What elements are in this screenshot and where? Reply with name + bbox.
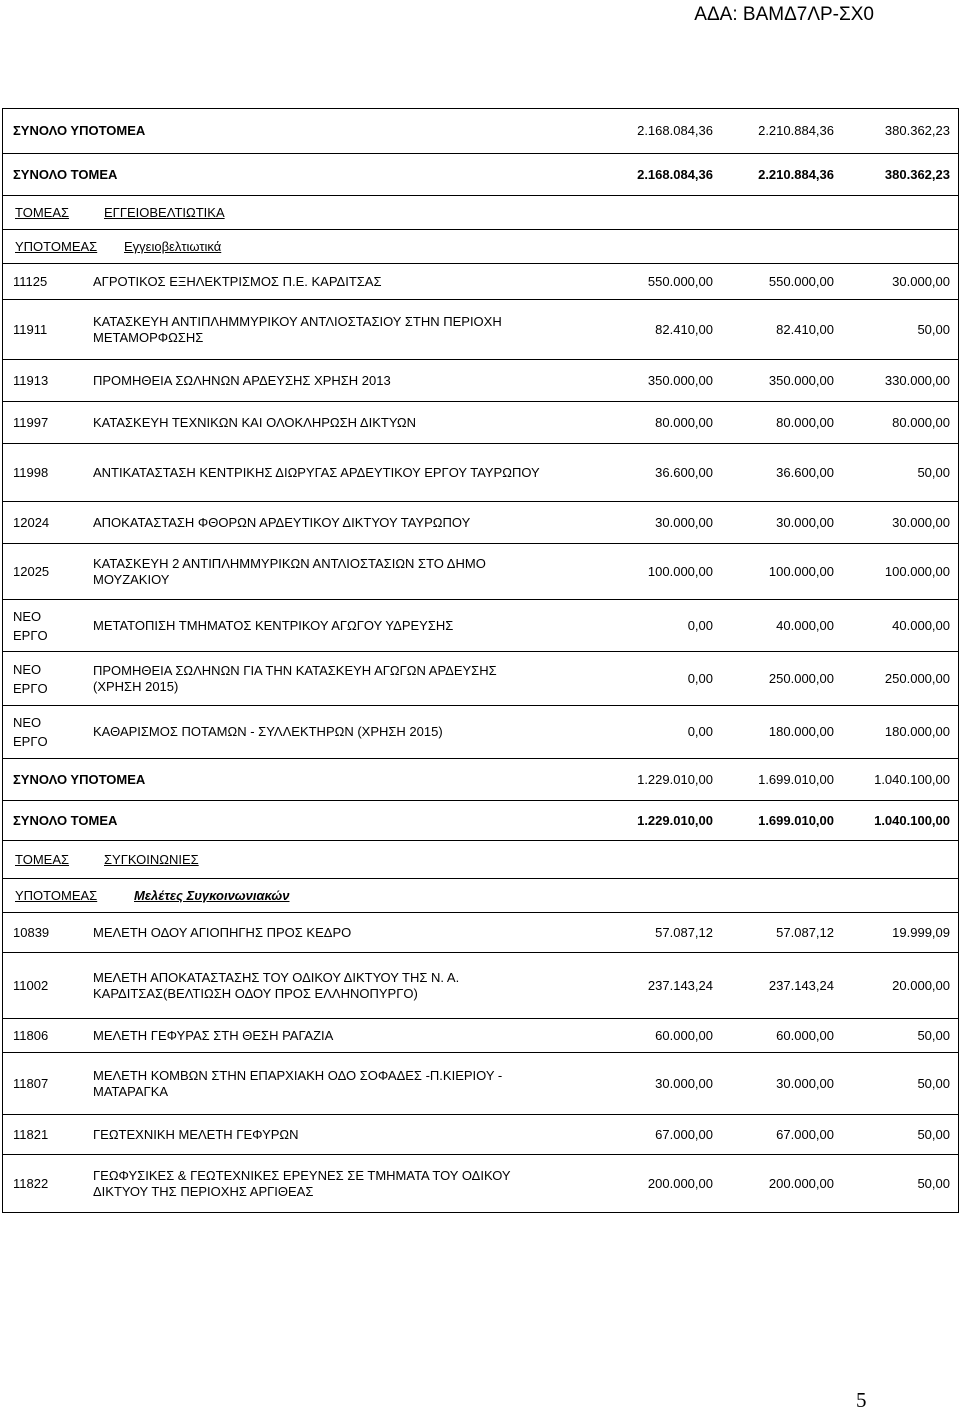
value-2: 200.000,00 [768, 1175, 834, 1191]
subsector-header-row [3, 229, 958, 263]
project-description: ΑΠΟΚΑΤΑΣΤΑΣΗ ΦΘΟΡΩΝ ΑΡΔΕΥΤΙΚΟΥ ΔΙΚΤΥΟΥ ΤΑΥΡΩΠΟΥ [93, 514, 471, 530]
value-2: 550.000,00 [768, 273, 834, 289]
project-description: ΜΕΛΕΤΗ ΓΕΦΥΡΑΣ ΣΤΗ ΘΕΣΗ ΡΑΓΑΖΙΑ [93, 1027, 334, 1043]
project-description: ΠΡΟΜΗΘΕΙΑ ΣΩΛΗΝΩΝ ΓΙΑ ΤΗΝ ΚΑΤΑΣΚΕΥΗ ΑΓΩΓΩΝ ΑΡΔΕΥΣΗΣ (ΧΡΗΣΗ 2015) [93, 662, 497, 694]
subsector-header-row [3, 878, 958, 912]
total-value-2: 2.210.884,36 [758, 166, 834, 182]
table-row [3, 543, 958, 599]
table-row [3, 912, 958, 952]
total-value-3: 380.362,23 [884, 166, 950, 182]
subsector-name: Εγγειοβελτιωτικά [124, 238, 222, 254]
value-1: 67.000,00 [655, 1126, 713, 1142]
sector-key: ΤΟΜΕΑΣ [15, 851, 70, 867]
project-description: ΑΓΡΟΤΙΚΟΣ ΕΞΗΛΕΚΤΡΙΣΜΟΣ Π.Ε. ΚΑΡΔΙΤΣΑΣ [93, 273, 382, 289]
sector-total-row [3, 800, 958, 840]
project-description: ΜΕΛΕΤΗ ΟΔΟΥ ΑΓΙΟΠΗΓΗΣ ΠΡΟΣ ΚΕΔΡΟ [93, 924, 352, 940]
value-3: 50,00 [917, 1075, 950, 1091]
value-1: 100.000,00 [647, 563, 713, 579]
project-code: 11821 [13, 1126, 49, 1142]
sector-key: ΤΟΜΕΑΣ [15, 204, 70, 220]
value-3: 250.000,00 [884, 670, 950, 686]
value-2: 67.000,00 [776, 1126, 834, 1142]
value-3: 19.999,09 [892, 924, 950, 940]
value-3: 50,00 [917, 1126, 950, 1142]
value-1: 0,00 [687, 617, 713, 633]
table-row [3, 1018, 958, 1052]
subsector-total-row [3, 109, 958, 153]
sector-header-row [3, 840, 958, 878]
budget-table [2, 108, 959, 1213]
project-code: ΝΕΟ ΕΡΓΟ [13, 661, 48, 696]
project-code: ΝΕΟ ΕΡΓΟ [13, 715, 48, 749]
table-row [3, 1154, 958, 1212]
table-row [3, 299, 958, 359]
project-code: 11998 [13, 464, 49, 480]
value-2: 40.000,00 [776, 617, 834, 633]
project-description: ΓΕΩΤΕΧΝΙΚΗ ΜΕΛΕΤΗ ΓΕΦΥΡΩΝ [93, 1126, 299, 1142]
project-code: 11002 [13, 977, 49, 993]
project-description: ΜΕΛΕΤΗ ΑΠΟΚΑΤΑΣΤΑΣΗΣ ΤΟΥ ΟΔΙΚΟΥ ΔΙΚΤΥΟΥ ΤΗΣ Ν. Α. ΚΑΡΔΙΤΣΑΣ(ΒΕΛΤΙΩΣΗ ΟΔΟΥ ΠΡΟΣ ΕΛΛΗΝΟΠΥΡΓΟ) [93, 969, 460, 1001]
total-value-1: 1.229.010,00 [637, 812, 713, 828]
page-number: 5 [856, 1388, 867, 1412]
value-1: 237.143,24 [647, 977, 713, 993]
project-description: ΓΕΩΦΥΣΙΚΕΣ & ΓΕΩΤΕΧΝΙΚΕΣ ΕΡΕΥΝΕΣ ΣΕ ΤΜΗΜΑΤΑ ΤΟΥ ΟΔΙΚΟΥ ΔΙΚΤΥΟΥ ΤΗΣ ΠΕΡΙΟΧΗΣ ΑΡΓΙΘΕΑΣ [93, 1167, 511, 1199]
value-1: 60.000,00 [655, 1027, 713, 1043]
value-1: 57.087,12 [655, 924, 713, 940]
project-description: ΚΑΤΑΣΚΕΥΗ 2 ΑΝΤΙΠΛΗΜΜΥΡΙΚΩΝ ΑΝΤΛΙΟΣΤΑΣΙΩΝ ΣΤΟ ΔΗΜΟ ΜΟΥΖΑΚΙΟΥ [93, 555, 486, 587]
value-1: 0,00 [687, 670, 713, 686]
value-3: 330.000,00 [884, 372, 950, 388]
project-code: 12025 [13, 563, 50, 579]
project-description: ΠΡΟΜΗΘΕΙΑ ΣΩΛΗΝΩΝ ΑΡΔΕΥΣΗΣ ΧΡΗΣΗ 2013 [93, 372, 391, 388]
value-3: 50,00 [917, 1027, 950, 1043]
value-2: 30.000,00 [776, 1075, 834, 1091]
sector-header-row [3, 195, 958, 229]
project-code: 11997 [13, 414, 49, 430]
total-value-1: 1.229.010,00 [637, 771, 713, 787]
table-row [3, 359, 958, 401]
table-row [3, 263, 958, 299]
table-row [3, 501, 958, 543]
total-value-2: 1.699.010,00 [758, 812, 834, 828]
value-2: 60.000,00 [776, 1027, 834, 1043]
value-1: 36.600,00 [655, 464, 713, 480]
total-value-2: 2.210.884,36 [758, 123, 834, 138]
total-label: ΣΥΝΟΛΟ ΤΟΜΕΑ [13, 812, 118, 828]
value-2: 250.000,00 [768, 670, 834, 686]
value-3: 30.000,00 [892, 514, 950, 530]
table-row [3, 1052, 958, 1114]
project-code: 11125 [13, 273, 48, 289]
value-3: 50,00 [917, 321, 950, 337]
value-1: 30.000,00 [655, 514, 713, 530]
table-row [3, 952, 958, 1018]
value-1: 82.410,00 [655, 321, 713, 337]
total-value-2: 1.699.010,00 [758, 771, 834, 787]
project-description: ΚΑΘΑΡΙΣΜΟΣ ΠΟΤΑΜΩΝ - ΣΥΛΛΕΚΤΗΡΩΝ (ΧΡΗΣΗ 2015) [93, 724, 443, 739]
value-2: 30.000,00 [776, 514, 834, 530]
total-value-1: 2.168.084,36 [637, 123, 713, 138]
value-1: 350.000,00 [647, 372, 713, 388]
value-3: 30.000,00 [892, 273, 950, 289]
total-value-3: 380.362,23 [884, 123, 950, 138]
project-description: ΜΕΛΕΤΗ ΚΟΜΒΩΝ ΣΤΗΝ ΕΠΑΡΧΙΑΚΗ ΟΔΟ ΣΟΦΑΔΕΣ -Π.ΚΙΕΡΙΟΥ - ΜΑΤΑΡΑΓΚΑ [93, 1067, 503, 1099]
value-2: 36.600,00 [776, 464, 834, 480]
value-2: 80.000,00 [776, 414, 834, 430]
project-code: 11806 [13, 1027, 49, 1043]
value-2: 180.000,00 [768, 724, 834, 739]
value-2: 100.000,00 [768, 563, 834, 579]
sector-total-row [3, 153, 958, 195]
table-row [3, 1114, 958, 1154]
value-2: 57.087,12 [776, 924, 834, 940]
value-1: 0,00 [687, 724, 713, 739]
subsector-total-row [3, 758, 958, 800]
subsector-key: ΥΠΟΤΟΜΕΑΣ [15, 238, 98, 254]
table-row [3, 401, 958, 443]
table-row [3, 599, 958, 651]
sector-name: ΣΥΓΚΟΙΝΩΝΙΕΣ [104, 851, 199, 867]
value-3: 50,00 [917, 464, 950, 480]
value-3: 20.000,00 [892, 977, 950, 993]
total-value-3: 1.040.100,00 [874, 812, 950, 828]
project-code: 10839 [13, 924, 50, 940]
value-3: 40.000,00 [892, 617, 950, 633]
project-code: ΝΕΟ ΕΡΓΟ [13, 608, 48, 643]
total-label: ΣΥΝΟΛΟ ΤΟΜΕΑ [13, 166, 118, 182]
value-1: 550.000,00 [647, 273, 713, 289]
project-description: ΜΕΤΑΤΟΠΙΣΗ ΤΜΗΜΑΤΟΣ ΚΕΝΤΡΙΚΟΥ ΑΓΩΓΟΥ ΥΔΡΕΥΣΗΣ [93, 617, 454, 633]
value-1: 200.000,00 [647, 1175, 713, 1191]
project-code: 12024 [13, 514, 50, 530]
ada-code: ΑΔΑ: ΒΑΜΔ7ΛΡ-ΣΧ0 [694, 4, 874, 25]
value-1: 30.000,00 [655, 1075, 713, 1091]
value-3: 180.000,00 [884, 724, 950, 739]
value-2: 350.000,00 [768, 372, 834, 388]
project-code: 11807 [13, 1075, 49, 1091]
project-code: 11913 [13, 372, 49, 388]
value-2: 82.410,00 [776, 321, 834, 337]
table-row [3, 651, 958, 705]
value-1: 80.000,00 [655, 414, 713, 430]
project-code: 11911 [13, 321, 48, 337]
value-3: 50,00 [917, 1175, 950, 1191]
project-code: 11822 [13, 1175, 49, 1191]
total-value-1: 2.168.084,36 [637, 166, 713, 182]
total-label: ΣΥΝΟΛΟ ΥΠΟΤΟΜΕΑ [13, 771, 146, 787]
total-value-3: 1.040.100,00 [874, 771, 950, 787]
table-row [3, 443, 958, 501]
subsector-key: ΥΠΟΤΟΜΕΑΣ [15, 887, 98, 903]
value-3: 80.000,00 [892, 414, 950, 430]
project-description: ΚΑΤΑΣΚΕΥΗ ΑΝΤΙΠΛΗΜΜΥΡΙΚΟΥ ΑΝΤΛΙΟΣΤΑΣΙΟΥ ΣΤΗΝ ΠΕΡΙΟΧΗ ΜΕΤΑΜΟΡΦΩΣΗΣ [93, 313, 502, 345]
project-description: ΚΑΤΑΣΚΕΥΗ ΤΕΧΝΙΚΩΝ ΚΑΙ ΟΛΟΚΛΗΡΩΣΗ ΔΙΚΤΥΩΝ [93, 414, 416, 430]
subsector-name: Μελέτες Συγκοινωνιακών [134, 887, 290, 903]
project-description: ΑΝΤΙΚΑΤΑΣΤΑΣΗ ΚΕΝΤΡΙΚΗΣ ΔΙΩΡΥΓΑΣ ΑΡΔΕΥΤΙΚΟΥ ΕΡΓΟΥ ΤΑΥΡΩΠΟΥ [93, 464, 540, 480]
total-label: ΣΥΝΟΛΟ ΥΠΟΤΟΜΕΑ [13, 123, 146, 138]
table-row [3, 705, 958, 758]
value-3: 100.000,00 [884, 563, 950, 579]
sector-name: ΕΓΓΕΙΟΒΕΛΤΙΩΤΙΚΑ [104, 204, 225, 220]
value-2: 237.143,24 [768, 977, 834, 993]
